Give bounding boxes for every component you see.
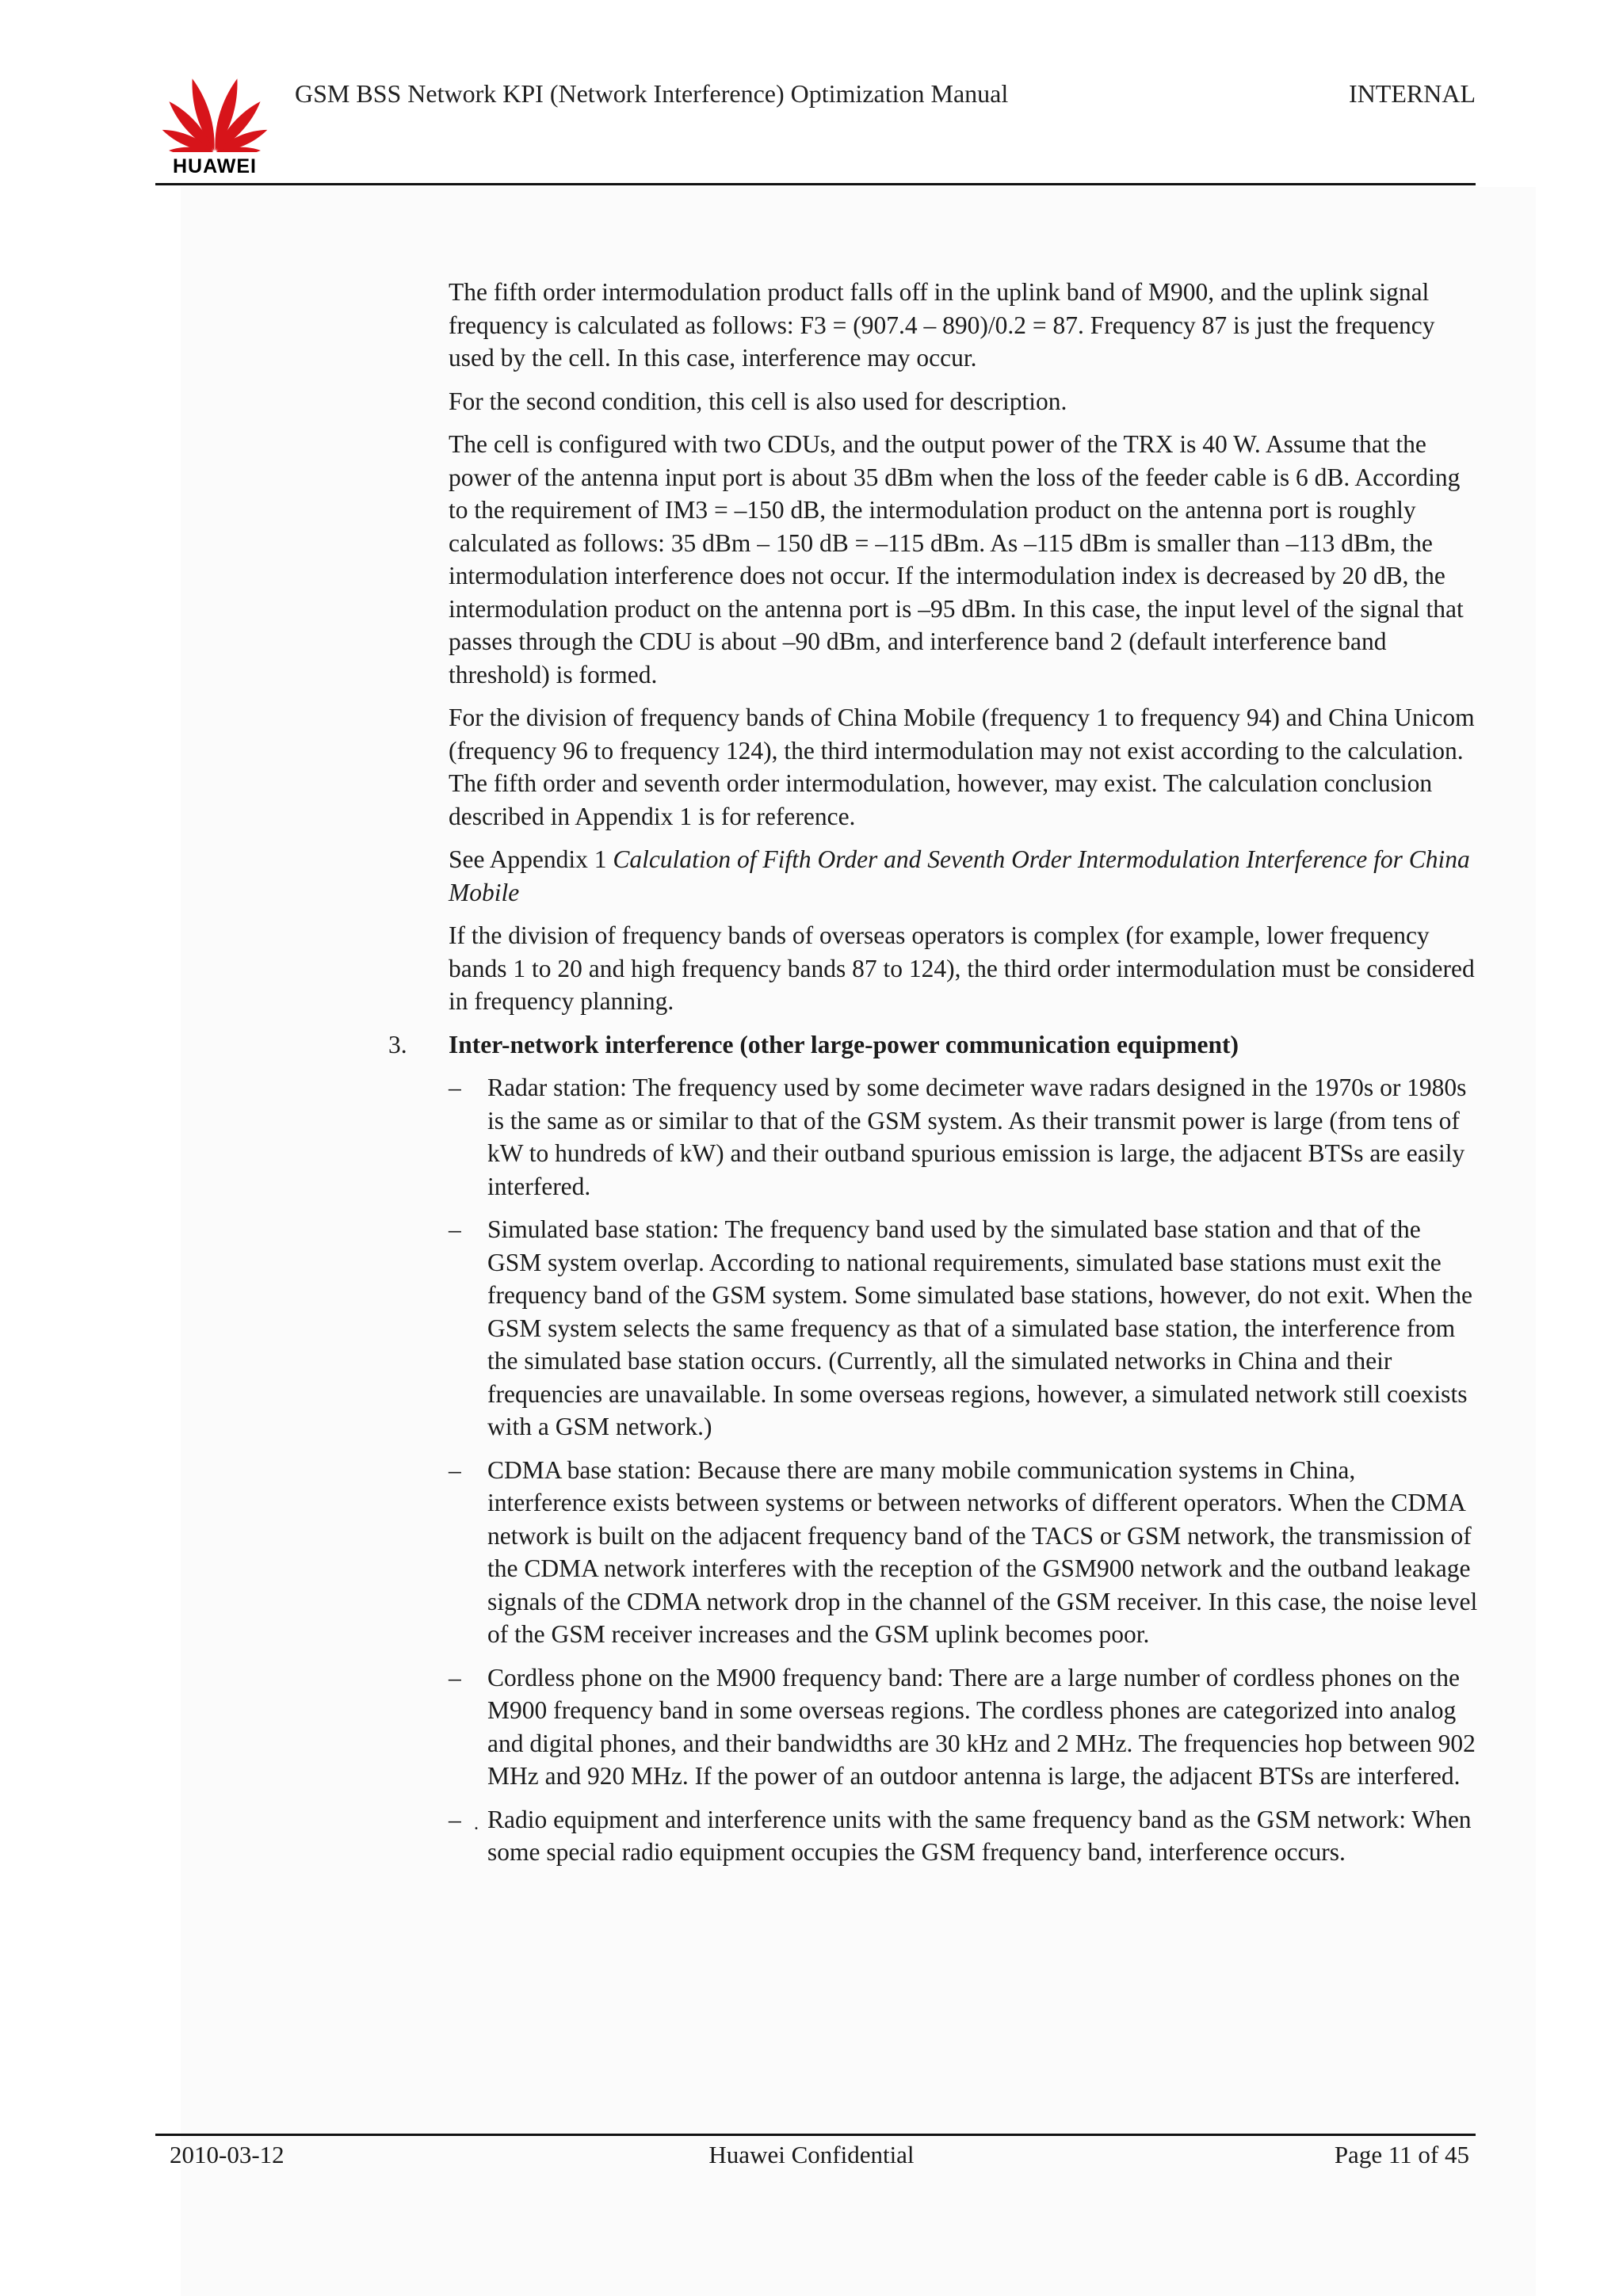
dash-bullet: – bbox=[449, 1215, 461, 1243]
list-item bbox=[449, 1454, 1479, 1651]
list-item bbox=[449, 1803, 1479, 1869]
paragraph: For the division of frequency bands of China Mobile (frequency 1 to frequency 94) and China Unicom (frequency 96 to frequency 124), the third intermodulation may not exist according to the calculation. The fifth order and seventh order intermodulation, however, may exist. The calculation conclusion described in Appendix 1 is for reference. bbox=[449, 704, 1475, 830]
huawei-logo bbox=[155, 73, 274, 180]
page-number: Page 11 of 45 bbox=[1334, 2141, 1469, 2168]
paragraph: If the division of frequency bands of overseas operators is complex (for example, lower frequency bands 1 to 20 and high frequency bands 87 to 124), the third order intermodulation must be considered in frequency planning. bbox=[449, 921, 1475, 1015]
list-item-text: Cordless phone on the M900 frequency band: There are a large number of cordless phones on the M900 frequency band in some overseas regions. The cordless phones are categorized into analog and digital phones, and their bandwidths are 30 kHz and 2 MHz. The frequencies hop between 902 MHz and 920 MHz. If the power of an outdoor antenna is large, the adjacent BTSs are interfered. bbox=[487, 1663, 1476, 1790]
dash-bullet: – bbox=[449, 1663, 461, 1691]
item-heading: Inter-network interference (other large-power communication equipment) bbox=[449, 1030, 1239, 1058]
appendix-link-text: Calculation of Fifth Order and Seventh Order Intermodulation Interference for China Mobile bbox=[449, 845, 1470, 906]
reference-prefix: See Appendix 1 bbox=[449, 845, 613, 873]
document-title: GSM BSS Network KPI (Network Interference) Optimization Manual bbox=[295, 79, 1009, 108]
list-item bbox=[449, 1071, 1479, 1203]
dash-bullet: – bbox=[449, 1805, 461, 1833]
header-divider bbox=[155, 183, 1476, 185]
paragraph: For the second condition, this cell is also used for description. bbox=[449, 387, 1067, 415]
list-item bbox=[449, 1213, 1479, 1444]
dash-bullet: – bbox=[449, 1455, 461, 1484]
stray-mark: . bbox=[474, 1813, 479, 1834]
footer-date: 2010-03-12 bbox=[170, 2141, 285, 2168]
paragraph: The cell is configured with two CDUs, and the output power of the TRX is 40 W. Assume that the power of the antenna input port is about 35 dBm when the loss of the feeder cable is 6 dB. According to the requirement of IM3 = –150 dB, the intermodulation product on the antenna port is roughly calculated as follows: 35 dBm – 150 dB = –115 dBm. As –115 dBm is smaller than –113 dBm, the intermodulation interference does not occur. If the intermodulation index is decreased by 20 dB, the intermodulation product on the antenna port is –95 dBm. In this case, the input level of the signal that passes through the CDU is about –90 dBm, and interference band 2 (default interference band threshold) is formed. bbox=[449, 430, 1464, 688]
main-content bbox=[388, 276, 1479, 1879]
numbered-item-3 bbox=[388, 1028, 1479, 1062]
logo-text: HUAWEI bbox=[173, 155, 257, 177]
list-item-text: Radar station: The frequency used by some decimeter wave radars designed in the 1970s or 1980s is the same as or similar to that of the GSM system. As their transmit power is large (from tens of kW to hundreds of kW) and their outband spurious emission is large, the adjacent BTSs are easily interfered. bbox=[487, 1074, 1467, 1200]
list-item bbox=[449, 1661, 1479, 1793]
item-number: 3. bbox=[388, 1030, 407, 1058]
list-item-text: Simulated base station: The frequency band used by the simulated base station and that of the GSM system overlap. According to national requirements, simulated base stations must exit the frequency band of the GSM system. Some simulated base stations, however, do not exit. When the GSM system selects the same frequency as that of a simulated base station, the interference from the simulated base station occurs. (Currently, all the simulated networks in China and their frequencies are unavailable. In some overseas regions, however, a simulated network still coexists with a GSM network.) bbox=[487, 1215, 1473, 1440]
dash-bullet: – bbox=[449, 1074, 461, 1101]
footer-confidentiality: Huawei Confidential bbox=[708, 2141, 915, 2168]
list-item-text: CDMA base station: Because there are many mobile communication systems in China, interference exists between systems or between networks of different operators. When the CDMA network is built on the adjacent frequency band of the TACS or GSM network, the transmission of the CDMA network interferes with the reception of the GSM900 network and the outband leakage signals of the CDMA network drop in the channel of the GSM receiver. In this case, the noise level of the GSM receiver increases and the GSM uplink becomes poor. bbox=[487, 1455, 1478, 1648]
footer-divider bbox=[155, 2134, 1476, 2136]
huawei-petals-icon bbox=[155, 73, 274, 152]
list-item-text: Radio equipment and interference units with the same frequency band as the GSM network: When some special radio equipment occupies the GSM frequency band, interference occurs. bbox=[487, 1805, 1472, 1866]
paragraph: The fifth order intermodulation product falls off in the uplink band of M900, and the uplink signal frequency is calculated as follows: F3 = (907.4 – 890)/0.2 = 87. Frequency 87 is just the frequency used by the cell. In this case, interference may occur. bbox=[449, 278, 1435, 372]
interference-source-list bbox=[449, 1071, 1479, 1869]
appendix-reference bbox=[449, 843, 1479, 909]
classification-label: INTERNAL bbox=[1349, 79, 1476, 108]
